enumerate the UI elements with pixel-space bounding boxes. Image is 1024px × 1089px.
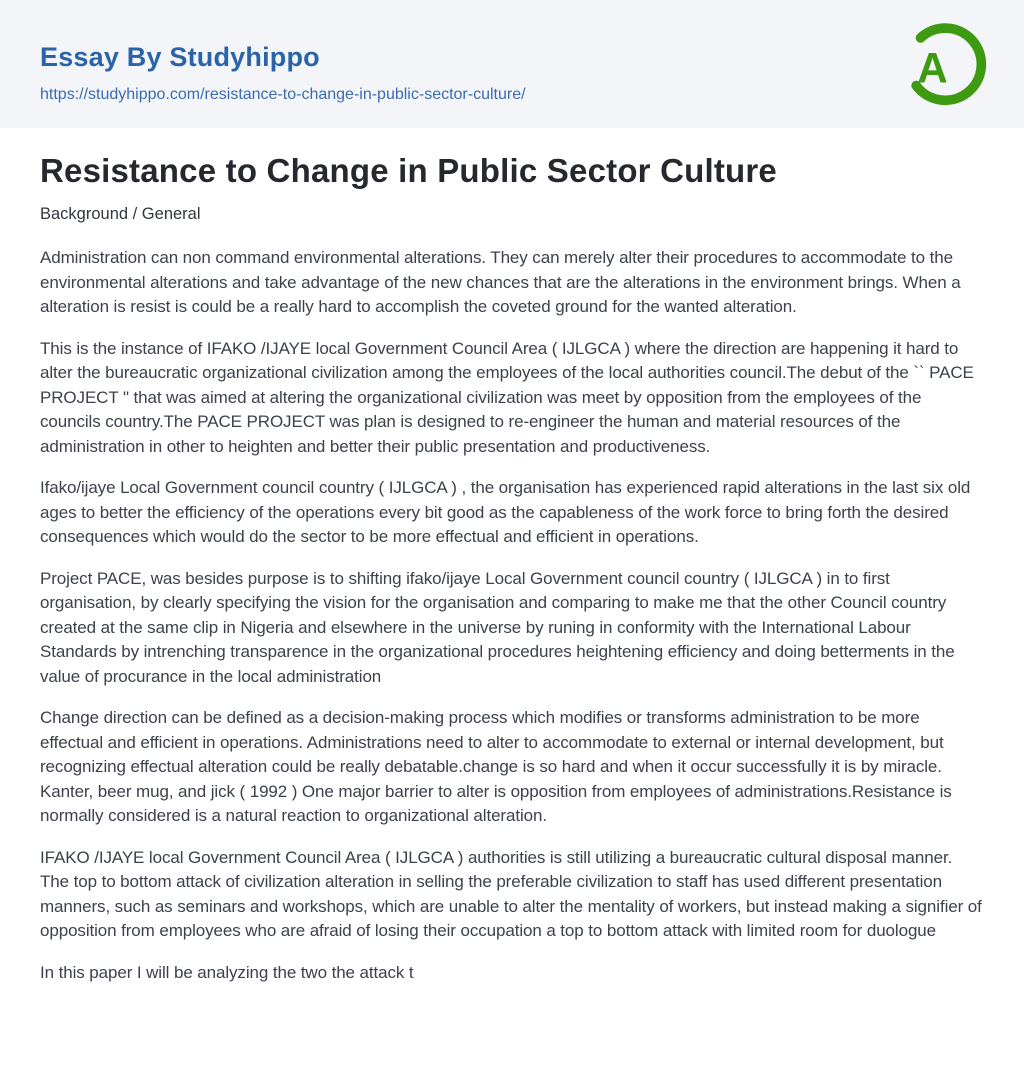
article-body bbox=[40, 246, 984, 985]
source-url-link[interactable]: https://studyhippo.com/resistance-to-change-in-public-sector-culture/ bbox=[40, 86, 526, 103]
paragraph-7-truncated: In this paper I will be analyzing the two the attack t bbox=[40, 962, 414, 982]
category-label: Background / General bbox=[40, 205, 201, 223]
paragraph-3: Ifako/ijaye Local Government council country ( IJLGCA ) , the organisation has experienced rapid alterations in the last six old ages to better the efficiency of the operations every bit good as the capableness of the work force to bring forth the desired consequences which would do the sector to be more effectual and efficient in operations. bbox=[40, 478, 971, 546]
paragraph-5: Change direction can be defined as a decision-making process which modifies or transforms administration to be more effectual and efficient in operations. Administrations need to alter to accommodate to external or internal development, but recognizing effectual alteration could be really debatable.change is so hard and when it occur successfully it is by miracle. Kanter, beer mug, and jick ( 1992 ) One major barrier to alter is opposition from employees of administrations.Resistance is normally considered is a natural reaction to organizational alteration. bbox=[40, 708, 952, 825]
paragraph-6: IFAKO /IJAYE local Government Council Area ( IJLGCA ) authorities is still utilizing a bureaucratic cultural disposal manner. The top to bottom attack of civilization alteration in selling the preferable civilization to staff has used different presentation manners, such as seminars and workshops, which are unable to alter the mentality of workers, but instead making a signifier of opposition from employees who are afraid of losing their occupation a top to bottom attack with limited room for duologue bbox=[40, 847, 982, 940]
paragraph-4: Project PACE, was besides purpose is to shifting ifako/ijaye Local Government council country ( IJLGCA ) in to first organisation, by clearly specifying the vision for the organisation and comparing to make me that the other Council country created at the same clip in Nigeria and elsewhere in the universe by runing in conformity with the International Labour Standards by intrenching transparence in the organizational procedures heightening efficiency and doing betterments in the value of procurance in the local administration bbox=[40, 568, 955, 686]
paragraph-2: This is the instance of IFAKO /IJAYE local Government Council Area ( IJLGCA ) where the direction are happening it hard to alter the bureaucratic organizational civilization among the employees of the local authorities council.The debut of the `` PACE PROJECT " that was aimed at altering the organizational civilization was meet by opposition from the employees of the councils country.The PACE PROJECT was plan is designed to re-engineer the human and material resources of the administration in other to heighten and better their public presentation and productiveness. bbox=[40, 338, 974, 456]
logo-letter: A bbox=[917, 44, 948, 92]
header-text-block bbox=[40, 42, 526, 104]
paragraph-1: Administration can non command environmental alterations. They can merely alter their procedures to accommodate to the environmental alterations and take advantage of the new chances that are the alterations in the environment brings. When a alteration is resist is could be a really hard to accomplish the coveted ground for the wanted alteration. bbox=[40, 248, 961, 316]
article-title: Resistance to Change in Public Sector Culture bbox=[40, 152, 777, 189]
studyhippo-logo-icon bbox=[900, 20, 988, 108]
page-header bbox=[0, 0, 1024, 128]
site-title: Essay By Studyhippo bbox=[40, 42, 320, 72]
article-content bbox=[0, 152, 1024, 985]
